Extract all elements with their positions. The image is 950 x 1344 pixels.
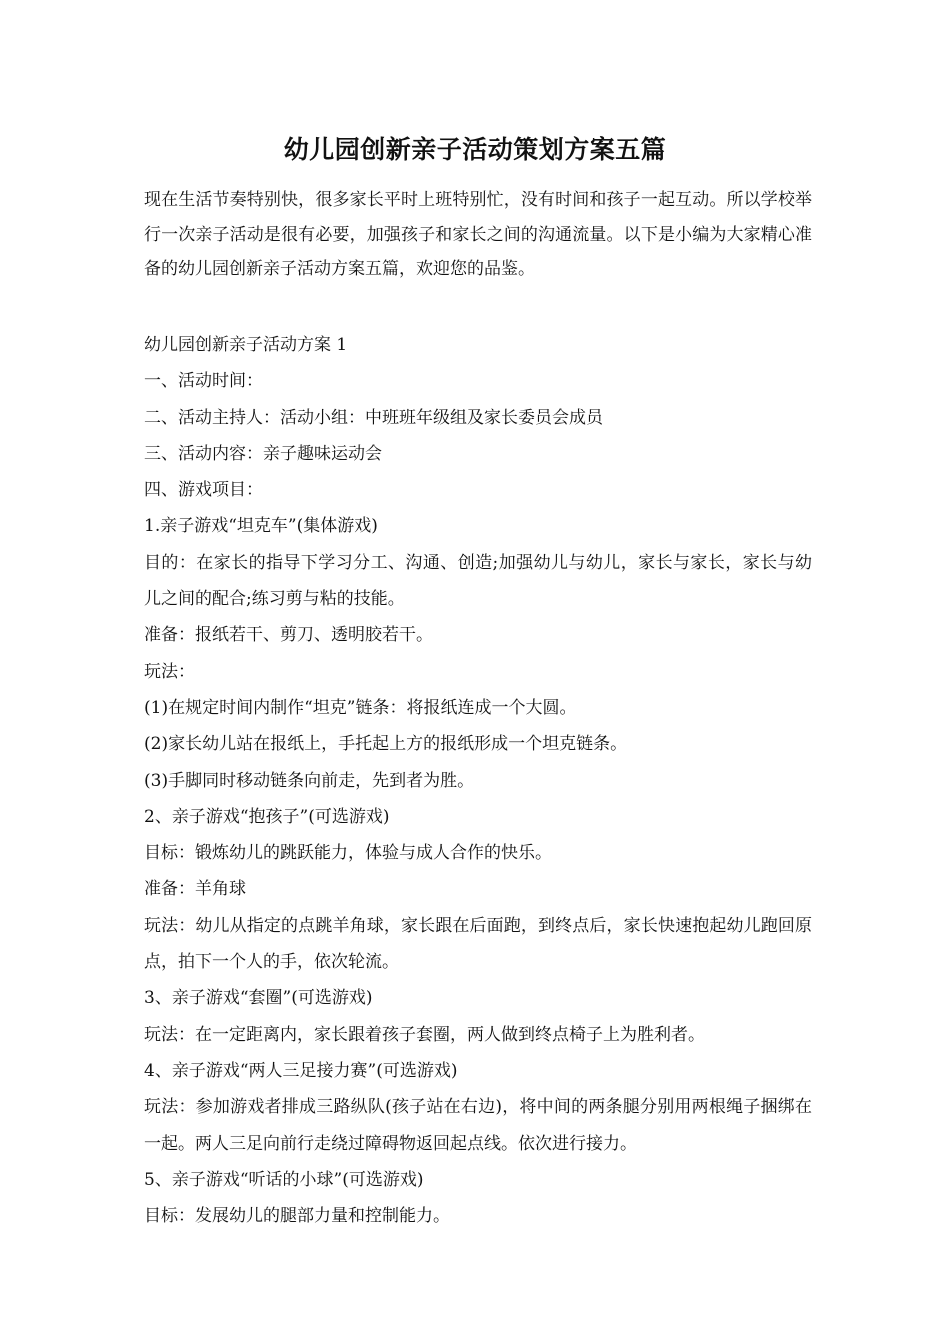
paragraph: (2)家长幼儿站在报纸上，手托起上方的报纸形成一个坦克链条。 (144, 734, 628, 755)
paragraph: 4、亲子游戏“两人三足接力赛”(可选游戏) (144, 1060, 458, 1081)
paragraph: 玩法：在一定距离内，家长跟着孩子套圈，两人做到终点椅子上为胜利者。 (144, 1024, 705, 1045)
paragraph: 二、活动主持人：活动小组：中班班年级组及家长委员会成员 (144, 407, 603, 428)
paragraph: 玩法：幼儿从指定的点跳羊角球，家长跟在后面跑，到终点后，家长快速抱起幼儿跑回原点，拍下一个人的手，依次轮流。 (144, 915, 812, 973)
paragraph: 一、活动时间： (144, 371, 263, 392)
section-heading: 幼儿园创新亲子活动方案 1 (144, 335, 348, 355)
paragraph: 三、活动内容：亲子趣味运动会 (144, 443, 382, 464)
intro-paragraph: 现在生活节奏特别快，很多家长平时上班特别忙，没有时间和孩子一起互动。所以学校举行一次亲子活动是很有必要，加强孩子和家长之间的沟通流量。以下是小编为大家精心准备的幼儿园创新亲子活动方案五篇，欢迎您的品鉴。 (144, 190, 812, 279)
paragraph: 5、亲子游戏“听话的小球”(可选游戏) (144, 1169, 424, 1190)
paragraph: 目的：在家长的指导下学习分工、沟通、创造;加强幼儿与幼儿，家长与家长，家长与幼儿之间的配合;练习剪与粘的技能。 (144, 552, 812, 610)
paragraph: 准备：羊角球 (144, 879, 246, 900)
paragraph: 2、亲子游戏“抱孩子”(可选游戏) (144, 806, 390, 827)
document-title: 幼儿园创新亲子活动策划方案五篇 (283, 135, 667, 164)
paragraph: 准备：报纸若干、剪刀、透明胶若干。 (144, 625, 433, 646)
document-body (144, 327, 812, 1234)
paragraph: 目标：锻炼幼儿的跳跃能力，体验与成人合作的快乐。 (144, 843, 552, 864)
paragraph: 玩法： (144, 661, 195, 682)
paragraph: 四、游戏项目： (144, 480, 263, 501)
paragraph: (3)手脚同时移动链条向前走，先到者为胜。 (144, 770, 475, 791)
paragraph: 1.亲子游戏“坦克车”(集体游戏) (144, 516, 378, 537)
paragraph: (1)在规定时间内制作“坦克”链条：将报纸连成一个大圆。 (144, 697, 577, 718)
paragraph: 玩法：参加游戏者排成三路纵队(孩子站在右边)，将中间的两条腿分别用两根绳子捆绑在一起。两人三足向前行走绕过障碍物返回起点线。依次进行接力。 (144, 1097, 812, 1154)
paragraph: 3、亲子游戏“套圈”(可选游戏) (144, 988, 373, 1009)
paragraph: 目标：发展幼儿的腿部力量和控制能力。 (144, 1206, 450, 1227)
